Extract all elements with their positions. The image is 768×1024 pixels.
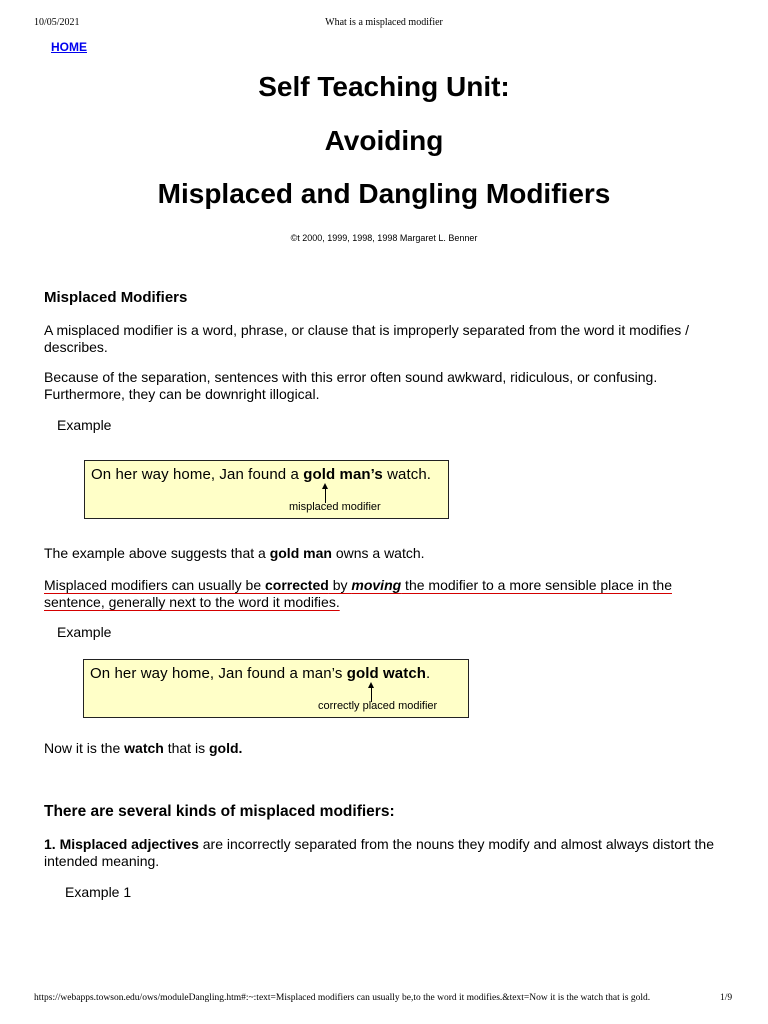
example-explanation: The example above suggests that a gold man owns a watch. bbox=[44, 545, 425, 561]
example-box-misplaced bbox=[84, 460, 449, 519]
corrected-explanation: Now it is the watch that is gold. bbox=[44, 740, 243, 756]
example-1-label: Example 1 bbox=[65, 884, 132, 900]
page-subtitle-2: Misplaced and Dangling Modifiers bbox=[157, 178, 611, 209]
list-item: 1. Misplaced adjectives are incorrectly separated from the nouns they modify and almost always distort the intended meaning. bbox=[44, 836, 714, 869]
example-label-2: Example bbox=[57, 624, 112, 640]
section-heading-misplaced: Misplaced Modifiers bbox=[44, 289, 188, 306]
definition-paragraph: A misplaced modifier is a word, phrase, or clause that is improperly separated from the word it modifies / describes. bbox=[44, 322, 690, 355]
example-sentence: On her way home, Jan found a gold man’s watch. bbox=[91, 466, 432, 483]
section-heading-kinds: There are several kinds of misplaced modifiers: bbox=[44, 803, 395, 820]
example-label: Example bbox=[57, 417, 112, 433]
annotation-label: misplaced modifier bbox=[289, 501, 381, 513]
page-subtitle: Avoiding bbox=[324, 125, 444, 156]
annotation-label-corrected: correctly placed modifier bbox=[318, 700, 438, 712]
print-page-title: What is a misplaced modifier bbox=[325, 17, 443, 28]
print-date: 10/05/2021 bbox=[34, 17, 80, 28]
example-box-corrected bbox=[83, 659, 469, 718]
correction-paragraph: Misplaced modifiers can usually be corrected by moving the modifier to a more sensible place in the sentence, generally next to the word it modifies. bbox=[44, 577, 672, 610]
print-page-number: 1/9 bbox=[720, 993, 733, 1003]
page-title: Self Teaching Unit: bbox=[258, 71, 510, 102]
home-link[interactable]: HOME bbox=[51, 40, 87, 54]
explanation-paragraph: Because of the separation, sentences with this error often sound awkward, ridiculous, or confusing. Furthermore, they can be downright illogical. bbox=[44, 369, 658, 402]
example-sentence-corrected: On her way home, Jan found a man’s gold watch. bbox=[90, 665, 431, 682]
print-url: https://webapps.towson.edu/ows/moduleDangling.htm#:~:text=Misplaced modifiers can usually be,to the word it modifies.&text=Now it is the watch that is gold. bbox=[34, 993, 651, 1003]
copyright-notice: ©t 2000, 1999, 1998, 1998 Margaret L. Benner bbox=[290, 233, 478, 243]
